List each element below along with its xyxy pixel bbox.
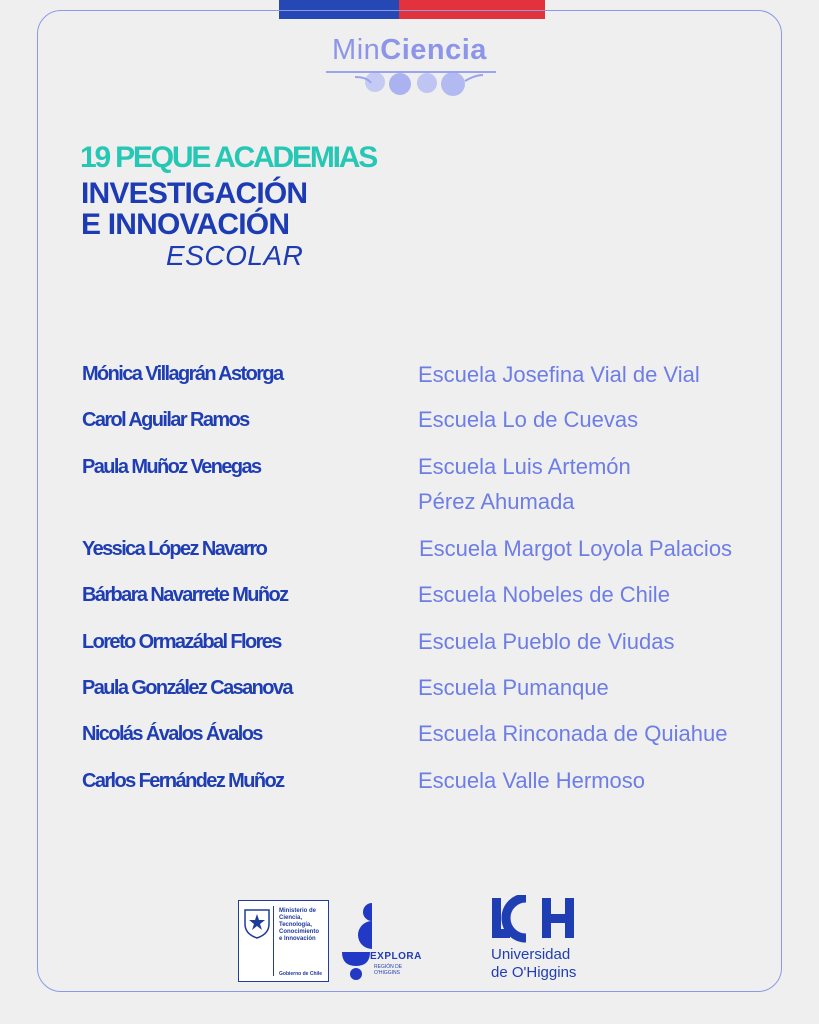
teacher-name: Carlos Fernández Muñoz <box>82 770 284 792</box>
bubbles-icon <box>355 73 485 97</box>
teacher-name: Loreto Ormazábal Flores <box>82 631 281 653</box>
school-name: Escuela Nobeles de Chile <box>418 582 670 607</box>
school-name: Escuela Josefina Vial de Vial <box>418 362 700 387</box>
teacher-name: Yessica López Navarro <box>82 538 267 560</box>
uoh-name: Universidad de O'Higgins <box>491 946 577 981</box>
teacher-name: Nicolás Ávalos Ávalos <box>82 723 262 745</box>
minciencia-logo: MinCiencia <box>332 34 487 66</box>
teacher-name: Paula González Casanova <box>82 677 292 699</box>
explora-subtitle: REGIÓN DE O'HIGGINS <box>374 964 403 976</box>
school-name: Escuela Rinconada de Quiahue <box>418 721 728 746</box>
gobierno-logo: Ministerio de Ciencia, Tecnología, Conocimiento e Innovación Gobierno de Chile <box>238 900 329 982</box>
school-name: Escuela Pueblo de Viudas <box>418 629 675 654</box>
school-name: Escuela Luis Artemón Pérez Ahumada <box>418 454 631 514</box>
title-escolar: ESCOLAR <box>166 240 304 271</box>
chile-shield-icon <box>243 906 271 940</box>
school-name: Escuela Lo de Cuevas <box>418 407 639 432</box>
school-name: Escuela Margot Loyola Palacios <box>419 536 733 561</box>
explora-logo-icon <box>337 900 372 982</box>
title-investigacion: INVESTIGACIÓN E INNOVACIÓN <box>81 177 308 241</box>
teacher-name: Mónica Villagrán Astorga <box>82 363 283 385</box>
teacher-name: Carol Aguilar Ramos <box>82 409 249 431</box>
school-name: Escuela Pumanque <box>418 675 609 700</box>
explora-title: EXPLORA <box>370 951 422 962</box>
teacher-name: Bárbara Navarrete Muñoz <box>82 584 288 606</box>
school-name: Escuela Valle Hermoso <box>418 768 646 793</box>
uoh-logo-icon <box>490 895 580 943</box>
title-peque-academias: 19 PEQUE ACADEMIAS <box>80 141 377 174</box>
teacher-name: Paula Muñoz Venegas <box>82 456 261 478</box>
